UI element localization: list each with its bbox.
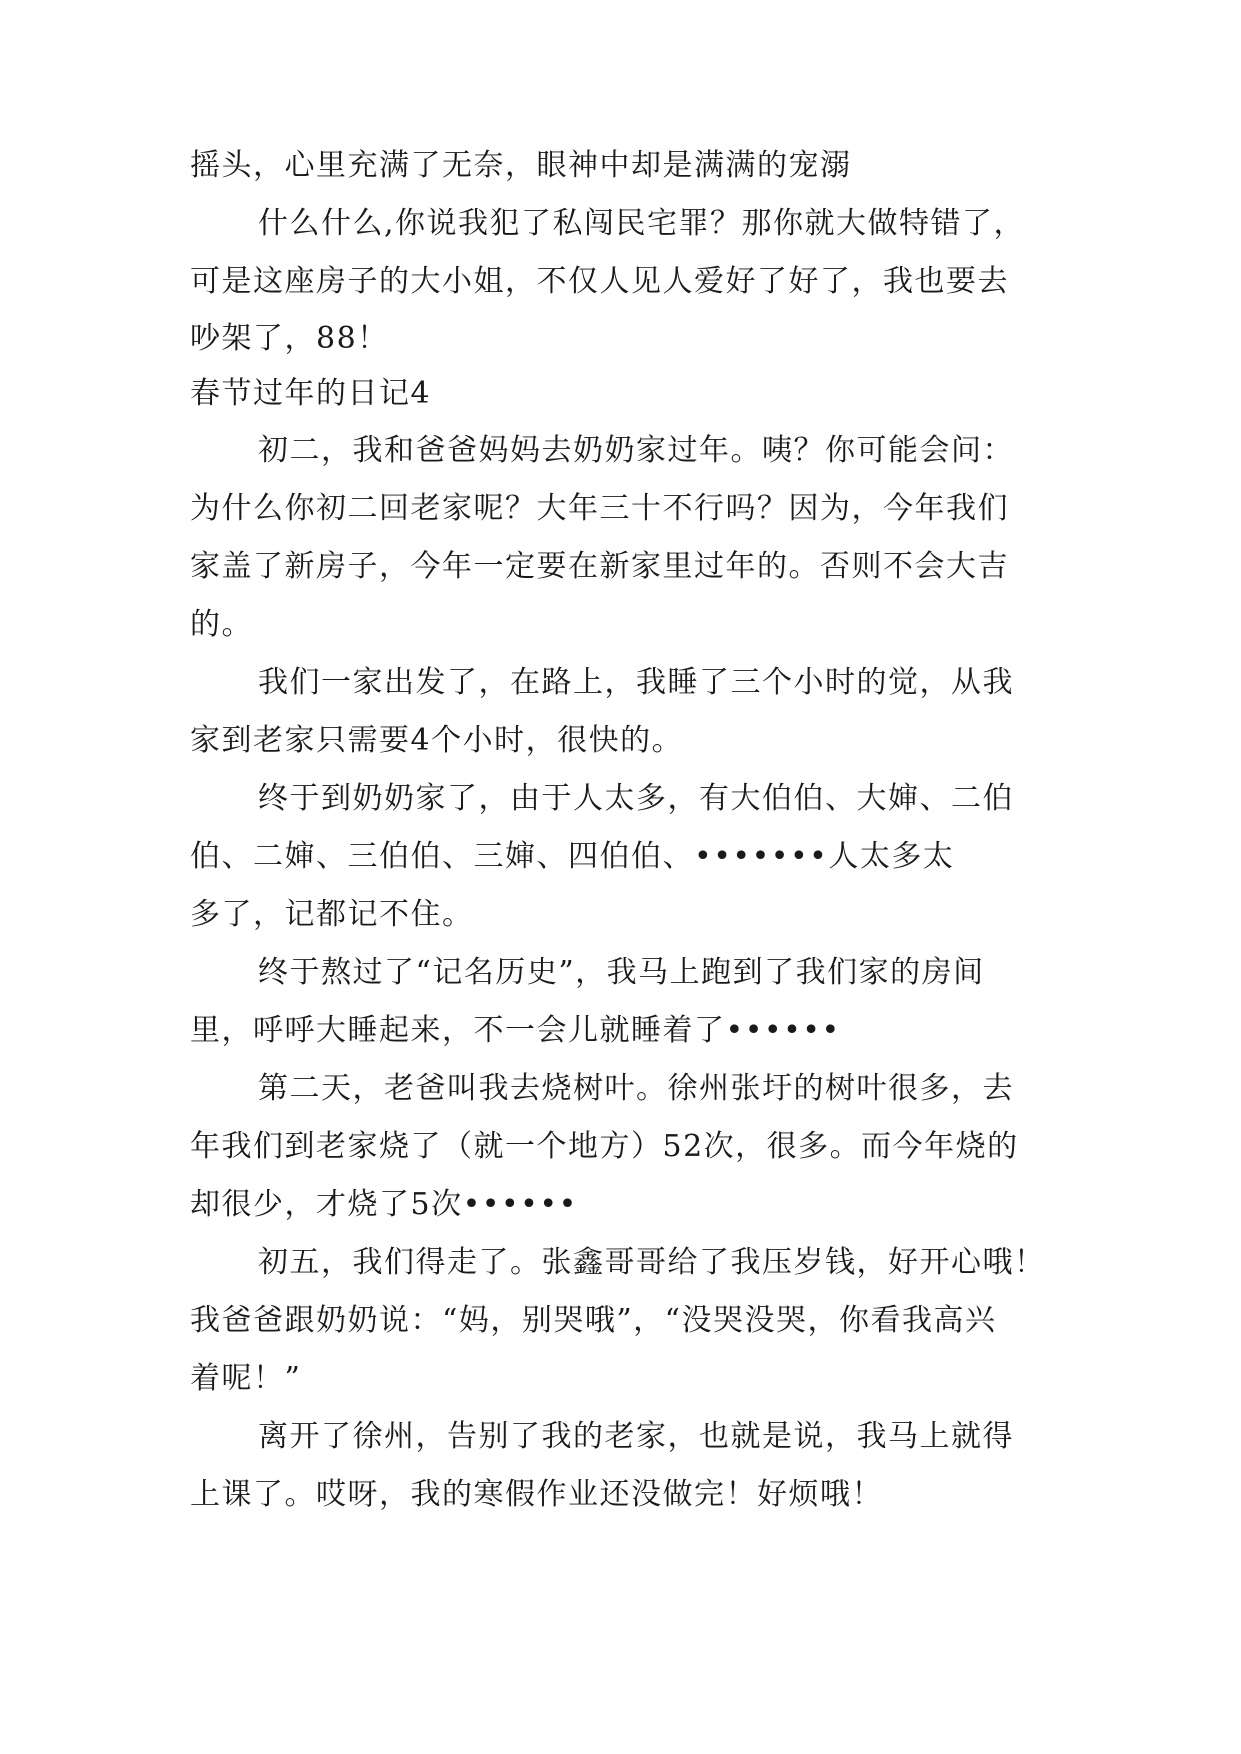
paragraph-start-line: 终于熬过了“记名历史”，我马上跑到了我们家的房间 — [258, 955, 985, 990]
paragraph-start-line: 什么什么,你说我犯了私闯民宅罪？那你就大做特错了， — [258, 206, 1026, 241]
paragraph-start-line: 第二天，老爸叫我去烧树叶。徐州张圩的树叶很多，去 — [258, 1071, 1014, 1106]
paragraph-start-line: 终于到奶奶家了，由于人太多，有大伯伯、大婶、二伯 — [258, 781, 1014, 816]
text-line: 家盖了新房子，今年一定要在新家里过年的。否则不会大吉 — [190, 549, 1009, 584]
text-line: 家到老家只需要4个小时，很快的。 — [190, 723, 684, 758]
text-line: 可是这座房子的大小姐，不仅人见人爱好了好了，我也要去 — [190, 264, 1009, 299]
text-line: 却很少，才烧了5次•••••• — [190, 1187, 578, 1222]
paragraph-start-line: 初五，我们得走了。张鑫哥哥给了我压岁钱，好开心哦！ — [258, 1245, 1046, 1280]
text-line: 着呢！” — [190, 1361, 302, 1396]
text-line: 我爸爸跟奶奶说：“妈，别哭哦”，“没哭没哭，你看我高兴 — [190, 1303, 997, 1338]
section-title: 春节过年的日记4 — [190, 376, 432, 411]
text-line: 里，呼呼大睡起来，不一会儿就睡着了•••••• — [190, 1013, 841, 1048]
text-line: 多了，记都记不住。 — [190, 897, 474, 932]
text-line: 年我们到老家烧了（就一个地方）52次，很多。而今年烧的 — [190, 1129, 1019, 1164]
paragraph-start-line: 初二，我和爸爸妈妈去奶奶家过年。咦？你可能会问： — [258, 433, 1014, 468]
text-line: 伯、二婶、三伯伯、三婶、四伯伯、•••••••人太多太 — [190, 839, 955, 874]
paragraph-start-line: 离开了徐州，告别了我的老家，也就是说，我马上就得 — [258, 1419, 1014, 1454]
text-line: 为什么你初二回老家呢？大年三十不行吗？因为，今年我们 — [190, 491, 1009, 526]
text-line: 上课了。哎呀，我的寒假作业还没做完！好烦哦！ — [190, 1477, 883, 1512]
text-line: 摇头，心里充满了无奈，眼神中却是满满的宠溺 — [190, 148, 852, 183]
text-line: 的。 — [190, 607, 253, 642]
paragraph-start-line: 我们一家出发了，在路上，我睡了三个小时的觉，从我 — [258, 665, 1014, 700]
text-line: 吵架了，88！ — [190, 321, 389, 356]
